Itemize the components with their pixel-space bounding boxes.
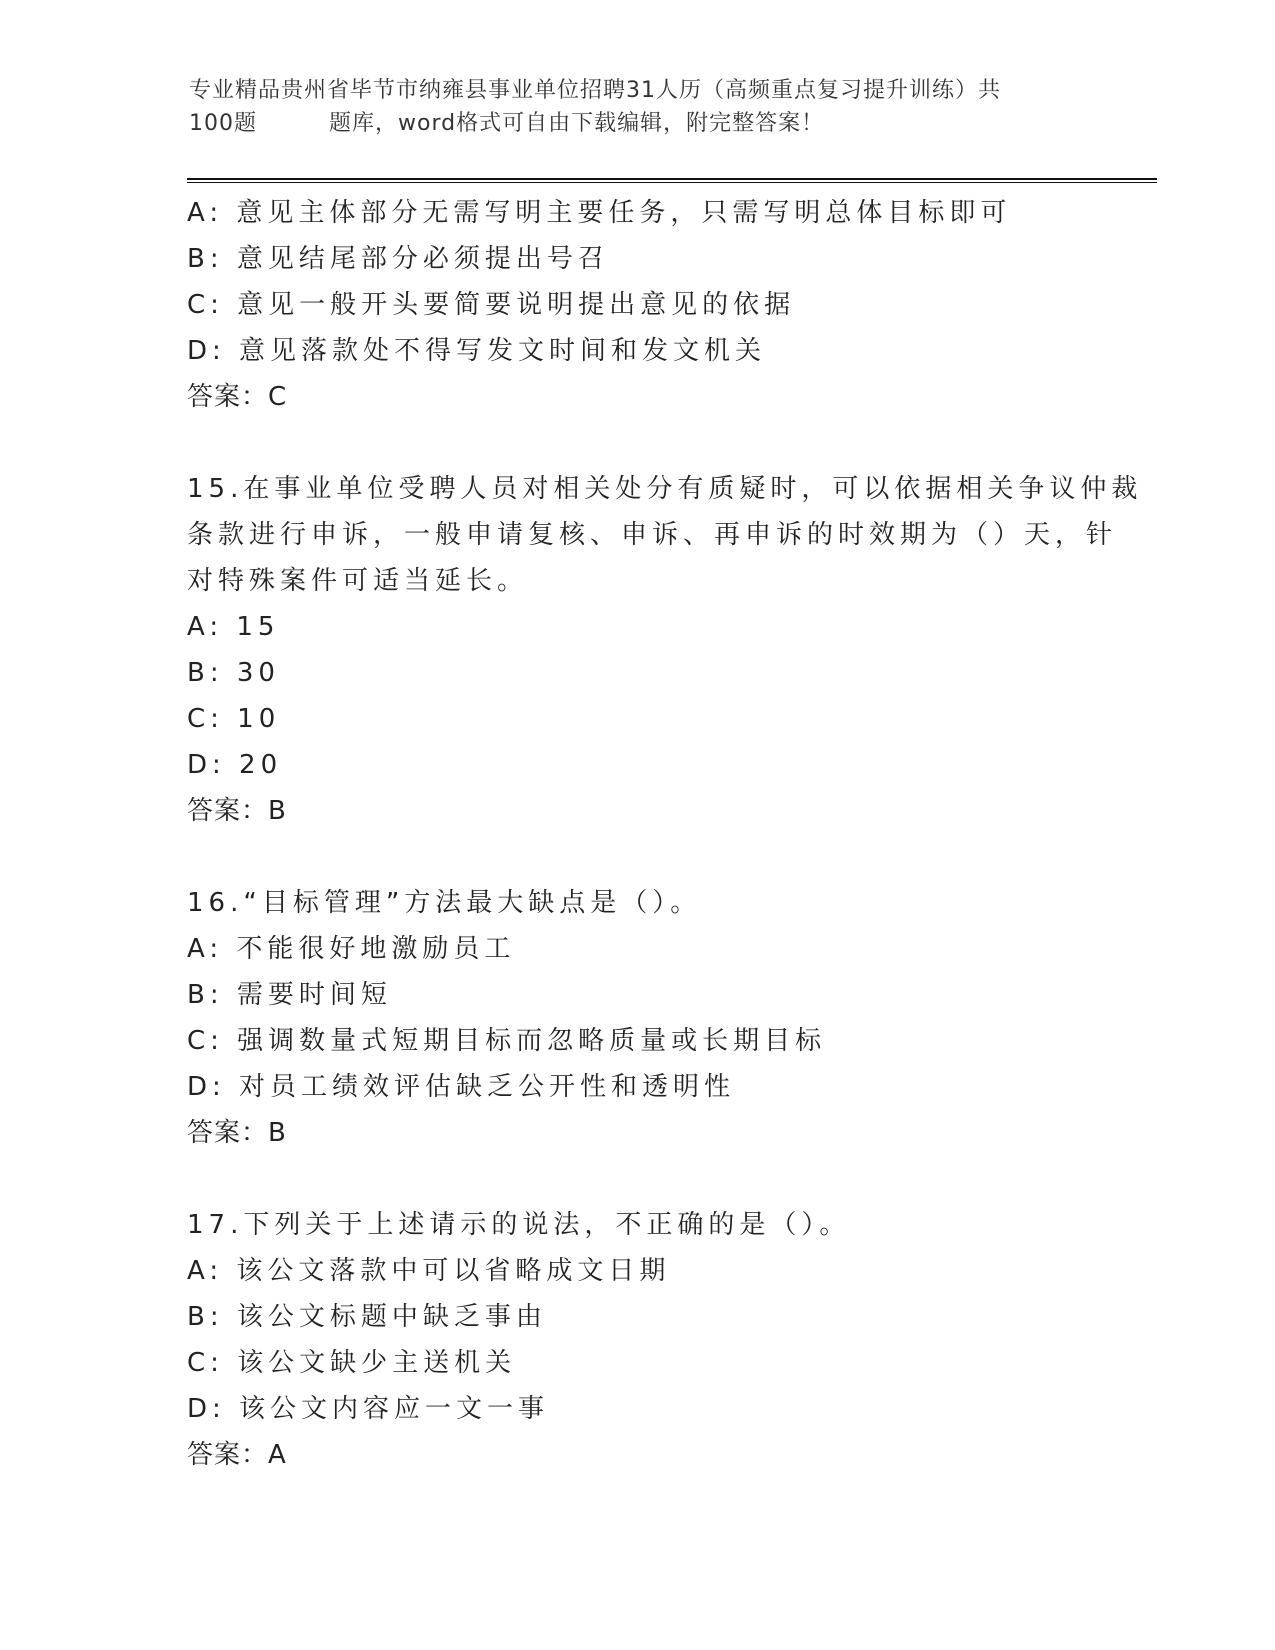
q17-option-a: A: 该公文落款中可以省略成文日期: [187, 1256, 671, 1286]
q15-stem-line-1: 15.在事业单位受聘人员对相关处分有质疑时，可以依据相关争议仲裁: [187, 474, 1143, 504]
header-line-2-end: 题库，word格式可自由下载编辑，附完整答案！: [329, 111, 825, 136]
q16-option-b: B: 需要时间短: [187, 980, 392, 1010]
q17-option-d: D: 该公文内容应一文一事: [187, 1394, 550, 1424]
header-line-2-start: 100题: [189, 111, 257, 136]
header-rule-thick: [187, 178, 1157, 180]
q17-stem: 17.下列关于上述请示的说法，不正确的是（）。: [187, 1210, 851, 1240]
q15-answer: 答案：B: [187, 796, 287, 826]
q15-option-d: D: 20: [187, 750, 283, 780]
q15-option-b: B: 30: [187, 658, 280, 688]
q14-option-b: B: 意见结尾部分必须提出号召: [187, 244, 609, 274]
question-14-block: [187, 190, 1087, 420]
q15-stem-line-3: 对特殊案件可适当延长。: [187, 566, 529, 596]
q14-answer: 答案：C: [187, 382, 288, 412]
q17-answer: 答案：A: [187, 1440, 287, 1470]
q16-option-c: C: 强调数量式短期目标而忽略质量或长期目标: [187, 1026, 827, 1056]
document-header: [189, 74, 1069, 140]
q16-stem: 16.“目标管理”方法最大缺点是（）。: [187, 888, 702, 918]
q15-option-c: C: 10: [187, 704, 281, 734]
header-rule-thin: [187, 182, 1157, 183]
question-15-block: [187, 466, 1143, 834]
q14-option-d: D: 意见落款处不得写发文时间和发文机关: [187, 336, 767, 366]
header-line-1: 专业精品贵州省毕节市纳雍县事业单位招聘31人历（高频重点复习提升训练）共: [189, 78, 1001, 103]
q15-stem-line-2: 条款进行申诉，一般申请复核、申诉、再申诉的时效期为（）天，针: [187, 520, 1118, 550]
spacer: [187, 834, 1087, 880]
spacer: [187, 1156, 1087, 1202]
header-line-2: [189, 107, 1069, 140]
q16-option-a: A: 不能很好地激励员工: [187, 934, 516, 964]
q14-option-a: A: 意见主体部分无需写明主要任务，只需写明总体目标即可: [187, 198, 1012, 228]
spacer: [187, 420, 1087, 466]
q15-option-a: A: 15: [187, 612, 280, 642]
q16-option-d: D: 对员工绩效评估缺乏公开性和透明性: [187, 1072, 736, 1102]
question-17-block: [187, 1202, 1087, 1478]
question-16-block: [187, 880, 1087, 1156]
q17-option-c: C: 该公文缺少主送机关: [187, 1348, 517, 1378]
q16-answer: 答案：B: [187, 1118, 287, 1148]
q17-option-b: B: 该公文标题中缺乏事由: [187, 1302, 547, 1332]
q14-option-c: C: 意见一般开头要简要说明提出意见的依据: [187, 290, 796, 320]
question-content: [187, 190, 1143, 1478]
